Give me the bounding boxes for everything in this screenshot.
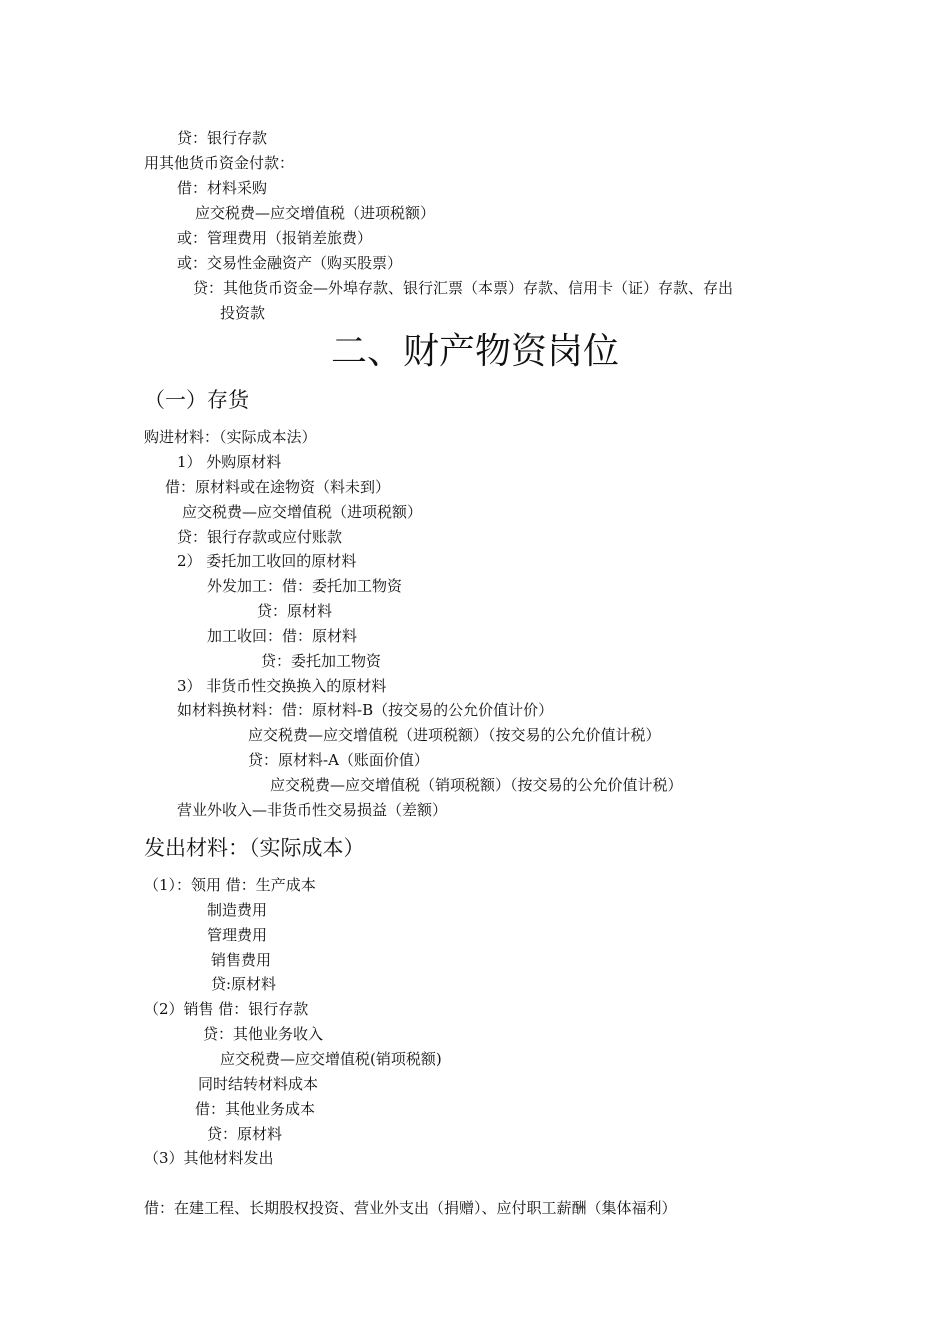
text-line: 1） 外购原材料 <box>177 453 282 471</box>
text-line: 应交税费—应交增值税（进项税额） <box>182 503 423 521</box>
text-line: 同时结转材料成本 <box>198 1075 319 1093</box>
text-line: 制造费用 <box>207 901 268 919</box>
text-line: 贷：原材料-A（账面价值） <box>248 751 429 769</box>
text-line: 贷：其他货币资金—外埠存款、银行汇票（本票）存款、信用卡（证）存款、存出 <box>193 279 734 297</box>
text-line: 或：交易性金融资产（购买股票） <box>177 254 403 272</box>
text-line: 贷:原材料 <box>211 975 277 993</box>
text-line: 加工收回：借：原材料 <box>207 627 358 645</box>
text-line: 购进材料：（实际成本法） <box>144 428 317 446</box>
text-line: 应交税费—应交增值税（销项税额）（按交易的公允价值计税） <box>270 776 683 794</box>
text-line: （2）销售 借：银行存款 <box>144 1000 309 1018</box>
text-line: 如材料换材料：借：原材料-B（按交易的公允价值计价） <box>177 701 554 719</box>
subsection-title: （一）存货 <box>144 388 249 412</box>
text-line: 应交税费—应交增值税(销项税额) <box>220 1050 442 1068</box>
text-line: 3） 非货币性交换换入的原材料 <box>177 677 387 695</box>
text-line: 2） 委托加工收回的原材料 <box>177 552 357 570</box>
text-line: 贷：银行存款 <box>177 129 268 147</box>
text-line: 投资款 <box>220 304 266 322</box>
issue-heading: 发出材料：（实际成本） <box>144 836 365 860</box>
text-line: 借：其他业务成本 <box>195 1100 316 1118</box>
text-line: （3）其他材料发出 <box>144 1149 274 1167</box>
text-line: 贷：原材料 <box>257 602 333 620</box>
text-line: （1）：领用 借：生产成本 <box>144 876 316 894</box>
text-line: 应交税费—应交增值税（进项税额）（按交易的公允价值计税） <box>248 726 661 744</box>
section-title: 二、财产物资岗位 <box>330 331 619 372</box>
text-line: 应交税费—应交增值税（进项税额） <box>195 204 436 222</box>
text-line: 借：在建工程、长期股权投资、营业外支出（捐赠）、应付职工薪酬（集体福利） <box>144 1199 677 1217</box>
text-line: 销售费用 <box>211 951 272 969</box>
text-line: 贷：其他业务收入 <box>203 1025 324 1043</box>
text-line: 贷：原材料 <box>207 1125 283 1143</box>
text-line: 外发加工：借：委托加工物资 <box>207 577 403 595</box>
text-line: 贷：银行存款或应付账款 <box>177 528 343 546</box>
text-line: 贷：委托加工物资 <box>261 652 382 670</box>
text-line: 或：管理费用（报销差旅费） <box>177 229 373 247</box>
text-line: 营业外收入—非货币性交易损益（差额） <box>177 801 448 819</box>
text-line: 用其他货币资金付款： <box>144 154 295 172</box>
text-line: 管理费用 <box>207 926 268 944</box>
text-line: 借：原材料或在途物资（料未到） <box>165 478 391 496</box>
text-line: 借：材料采购 <box>177 179 268 197</box>
